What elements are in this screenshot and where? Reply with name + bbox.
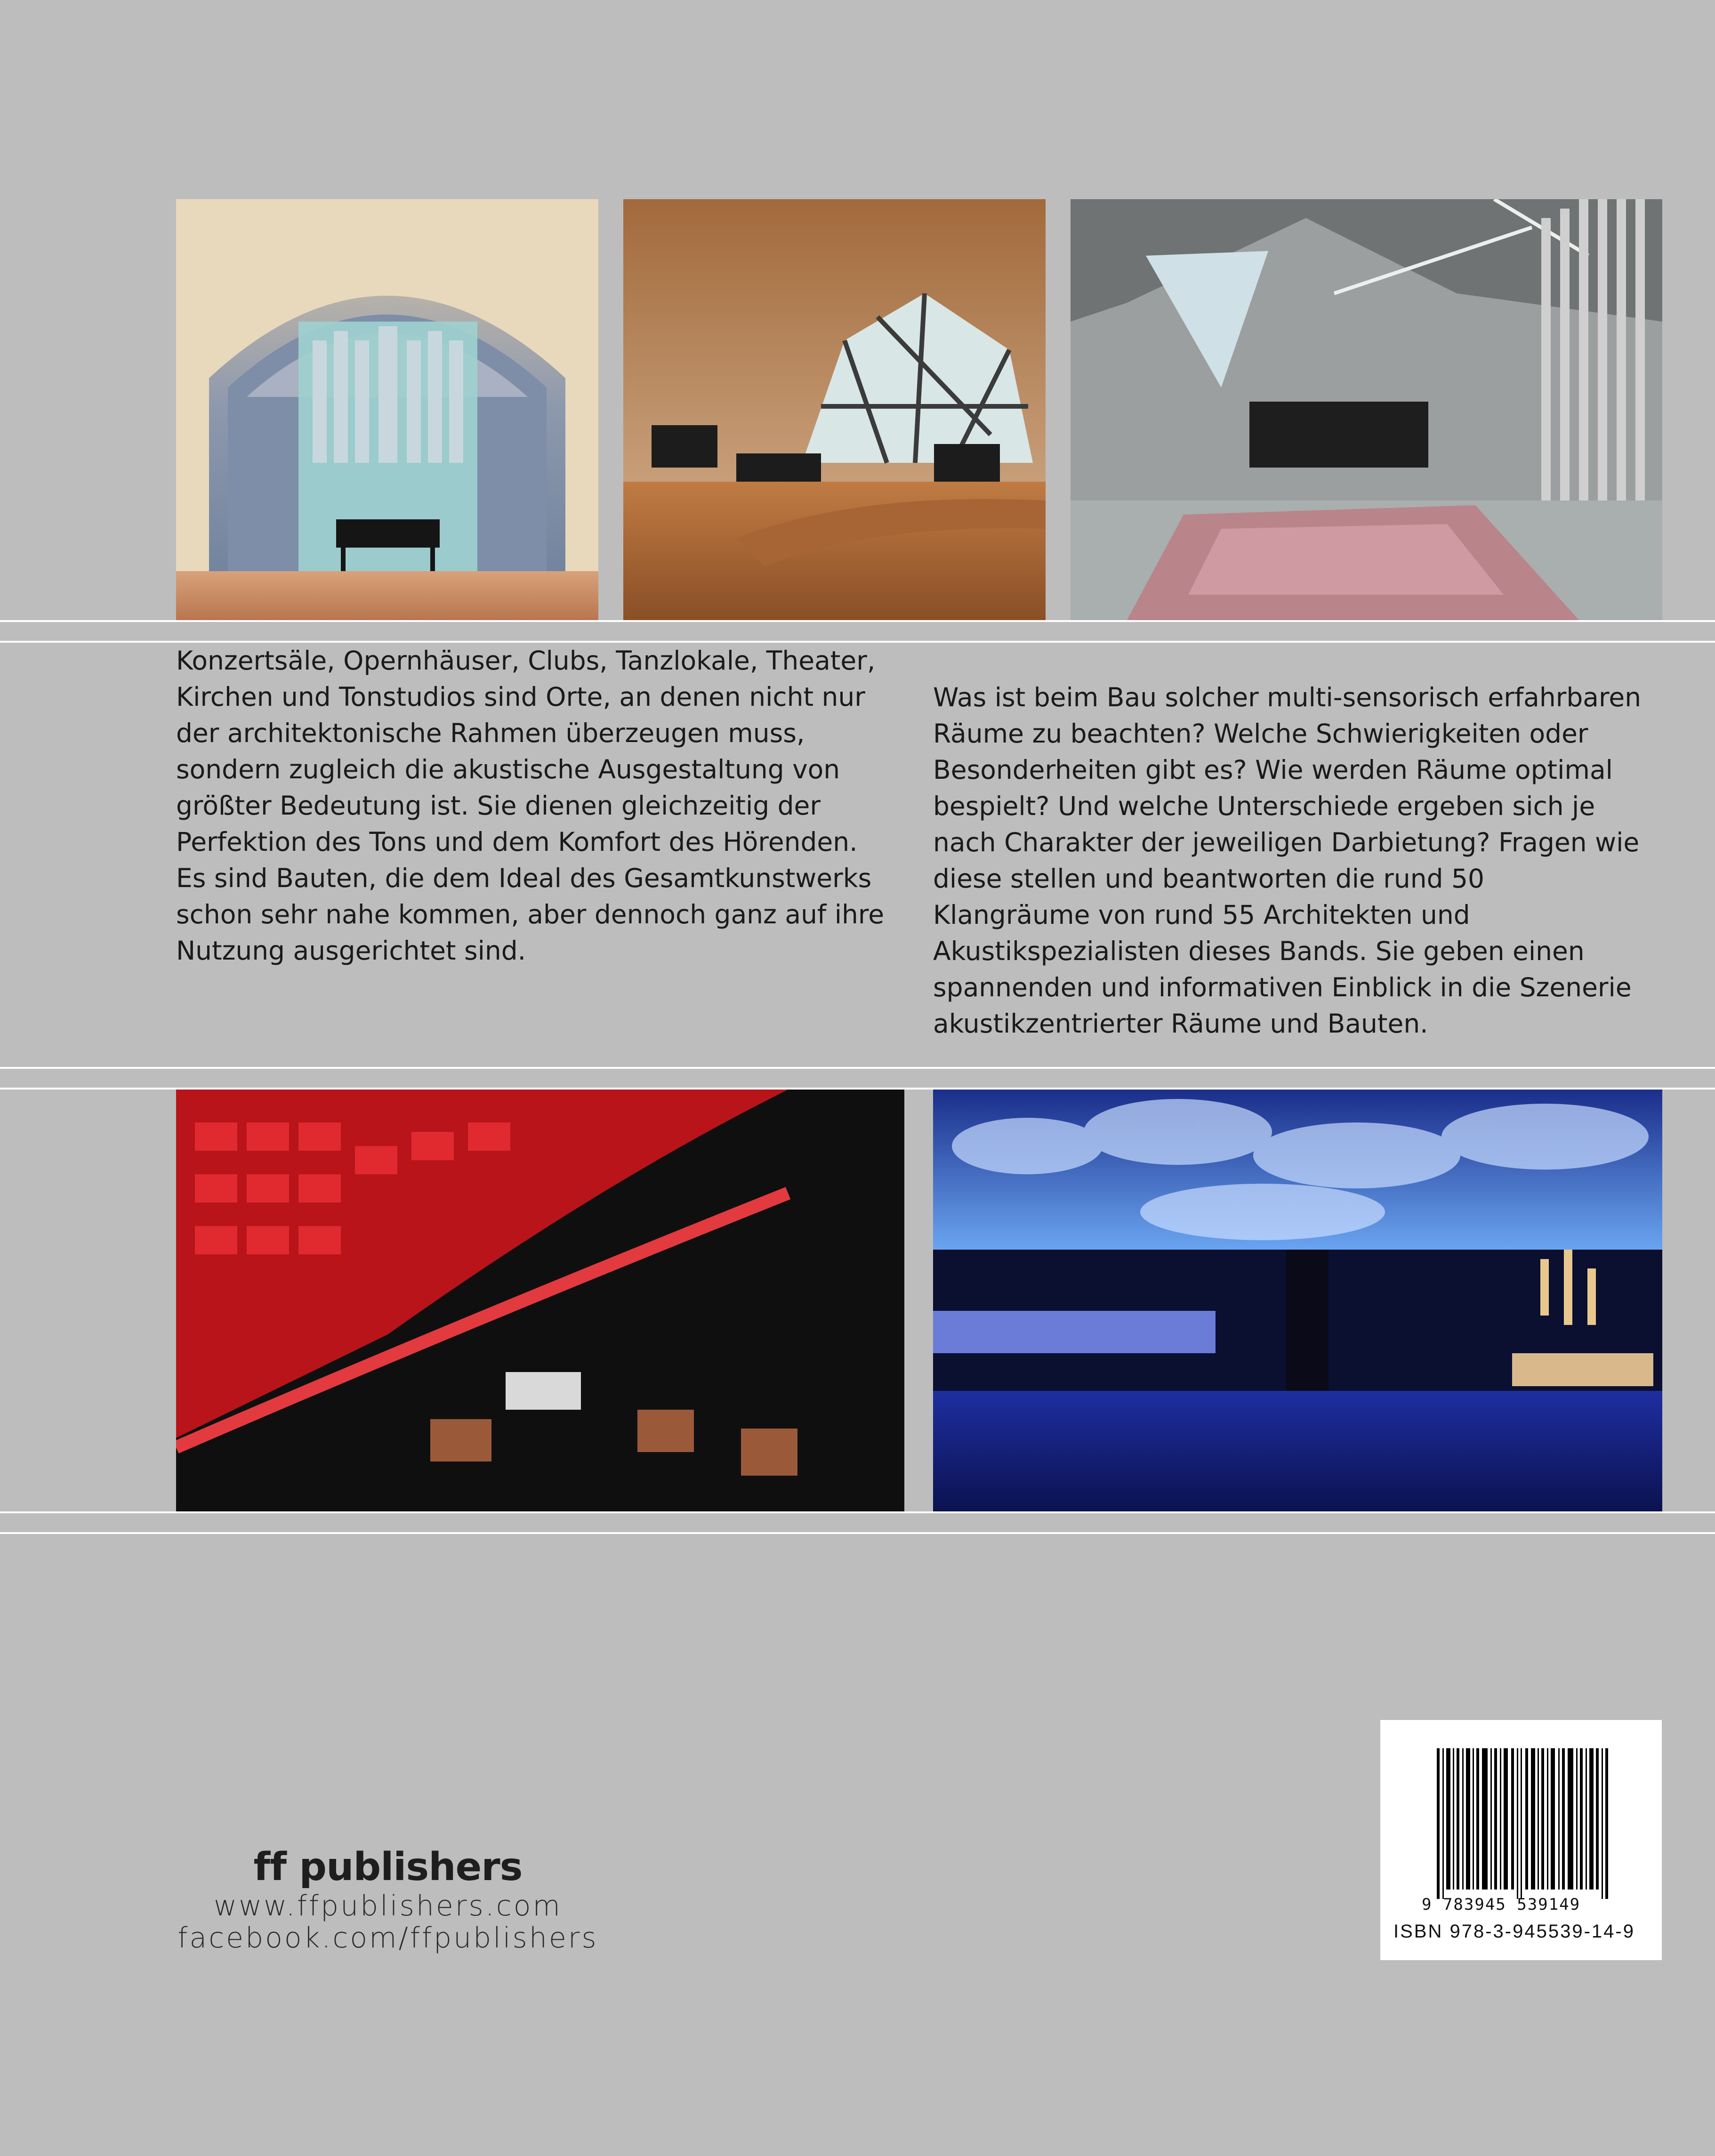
publisher-facebook: facebook.com/ffpublishers <box>177 1922 598 1954</box>
opera-seats-orchestra-pit-photo <box>176 1090 904 1511</box>
rule-line-1 <box>0 620 1715 622</box>
wooden-hall-glass-facade-photo <box>623 199 1046 620</box>
recording-studio-photo <box>1071 199 1662 620</box>
rule-line-5 <box>0 1511 1715 1513</box>
barcode-digits: 9 783945 539149 <box>1422 1895 1581 1914</box>
isbn-barcode <box>1380 1720 1662 1960</box>
publisher-name: ff publishers <box>253 1845 523 1890</box>
isbn-number: ISBN 978-3-945539-14-9 <box>1393 1921 1635 1942</box>
left-paragraph: Konzertsäle, Opernhäuser, Clubs, Tanzlokale, Theater, Kirchen und Tonstudios sind Orte, an denen nicht nur der architektonische Rahmen überzeugen muss, sondern zugleich die akustische Ausgestaltung von größter Bedeutung ist. Sie dienen gleichzeitig der Perfektion des Tons und dem Komfort des Hörenden. Es sind Bauten, die dem Ideal des Gesamtkunstwerks schon sehr nahe kommen, aber dennoch ganz auf ihre Nutzung ausgerichtet sind. <box>176 646 885 966</box>
intro-text-right <box>933 679 1649 1042</box>
blue-club-photo <box>933 1090 1662 1511</box>
right-paragraph: Was ist beim Bau solcher multi-sensorisch erfahrbaren Räume zu beachten? Welche Schwierigkeiten oder Besonderheiten gibt es? Wie werden Räume optimal bespielt? Und welche Unterschiede ergeben sich je nach Charakter der jeweiligen Darbietung? Fragen wie diese stellen und beantworten die rund 50 Klangräume von rund 55 Architekten und Akustikspezialisten dieses Bands. Sie geben einen spannenden und informativen Einblick in die Szenerie akustikzentrierter Räume und Bauten. <box>933 682 1642 1039</box>
intro-text-left <box>176 643 892 969</box>
rule-line-6 <box>0 1532 1715 1534</box>
barcode-bars <box>1380 1720 1662 1899</box>
publisher-block <box>176 1845 600 1954</box>
rule-line-3 <box>0 1067 1715 1069</box>
publisher-website: www.ffpublishers.com <box>214 1890 562 1922</box>
concert-hall-organ-photo <box>176 199 598 620</box>
